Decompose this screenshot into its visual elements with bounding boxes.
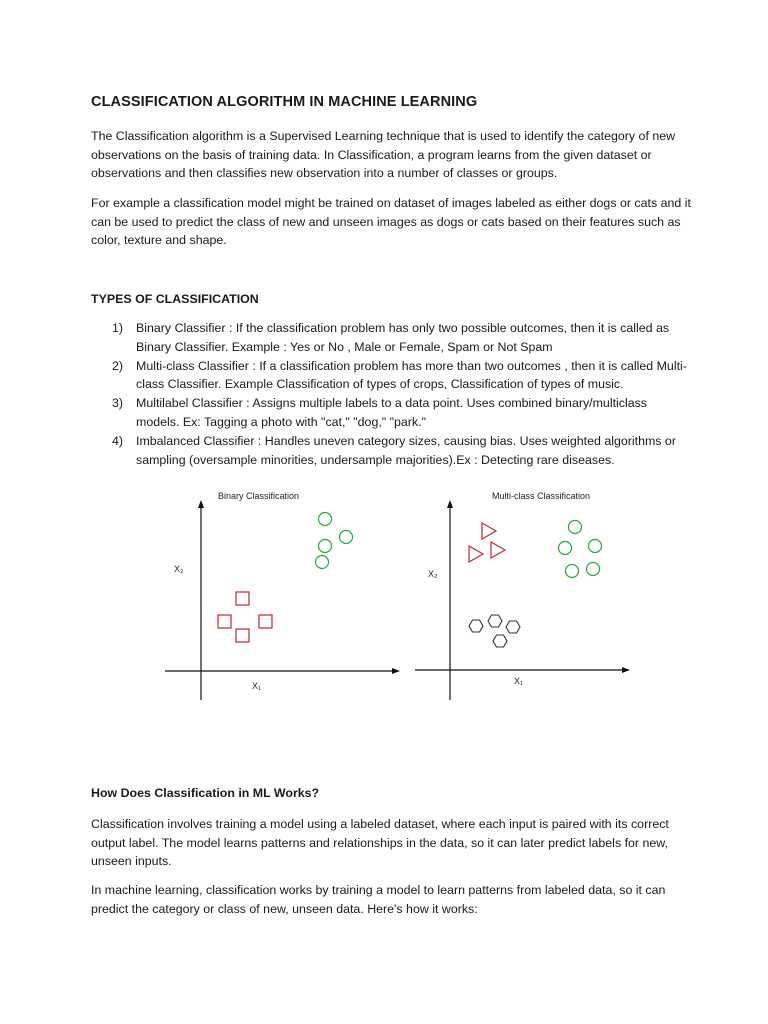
- list-item-number: 1): [112, 321, 124, 335]
- list-item-number: 2): [112, 358, 124, 373]
- section2-heading: How Does Classification in ML Works?: [91, 786, 320, 800]
- list-item-text: Multilabel Classifier : Assigns multiple labels to a data point. Uses combined binary/multiclass models. Ex: Tagging a photo with "cat," "dog," "park.": [136, 396, 647, 429]
- list-item: [91, 394, 691, 432]
- list-item: [91, 319, 691, 357]
- list-item-number: 3): [112, 396, 124, 411]
- classification-figure: [160, 478, 636, 713]
- types-list: [91, 319, 691, 469]
- intro-paragraph-2: For example a classification model might be trained on dataset of images labeled as either dogs or cats and it can be used to predict the class of new and unseen images as dogs or cats based on their features such as color, texture and shape.: [91, 196, 691, 248]
- intro-paragraph-1: The Classification algorithm is a Supervised Learning technique that is used to identify the category of new observations on the basis of training data. In Classification, a program learns from the given dataset or observations and then classifies new observation into a number of classes or groups.: [91, 129, 676, 181]
- types-heading: TYPES OF CLASSIFICATION: [91, 292, 259, 306]
- classification-diagram: [160, 478, 636, 713]
- list-item-text: Multi-class Classifier : If a classification problem has more than two outcomes , then it is called Multi-class Classifier. Example Classification of types of crops, Classification of types of music.: [136, 358, 687, 392]
- list-item: [91, 357, 691, 395]
- list-item-text: Binary Classifier : If the classification problem has only two possible outcomes, then it is called as Binary Classifier. Example : Yes or No , Male or Female, Spam or Not Spam: [136, 321, 670, 354]
- list-item-text: Imbalanced Classifier : Handles uneven category sizes, causing bias. Uses weighted algorithms or sampling (oversample minorities, undersample majorities).Ex : Detecting rare diseases.: [136, 433, 676, 467]
- page-title: CLASSIFICATION ALGORITHM IN MACHINE LEARNING: [91, 94, 478, 110]
- binary-title: Binary Classification: [218, 491, 300, 501]
- multiclass-y-label: X₂: [428, 569, 438, 579]
- binary-y-label: X₂: [174, 564, 184, 574]
- binary-x-label: X₁: [252, 681, 262, 691]
- list-item-number: 4): [112, 433, 124, 448]
- section2-paragraph-1: Classification involves training a model using a labeled dataset, where each input is paired with its correct output label. The model learns patterns and relationships in the data, so it can later predict labels for new, unseen inputs.: [91, 817, 669, 869]
- list-item: [91, 432, 691, 470]
- multiclass-title: Multi-class Classification: [492, 491, 591, 501]
- section2-paragraph-2: In machine learning, classification works by training a model to learn patterns from labeled data, so it can predict the category or class of new, unseen data. Here's how it works:: [91, 883, 666, 916]
- multiclass-x-label: X₁: [514, 676, 524, 686]
